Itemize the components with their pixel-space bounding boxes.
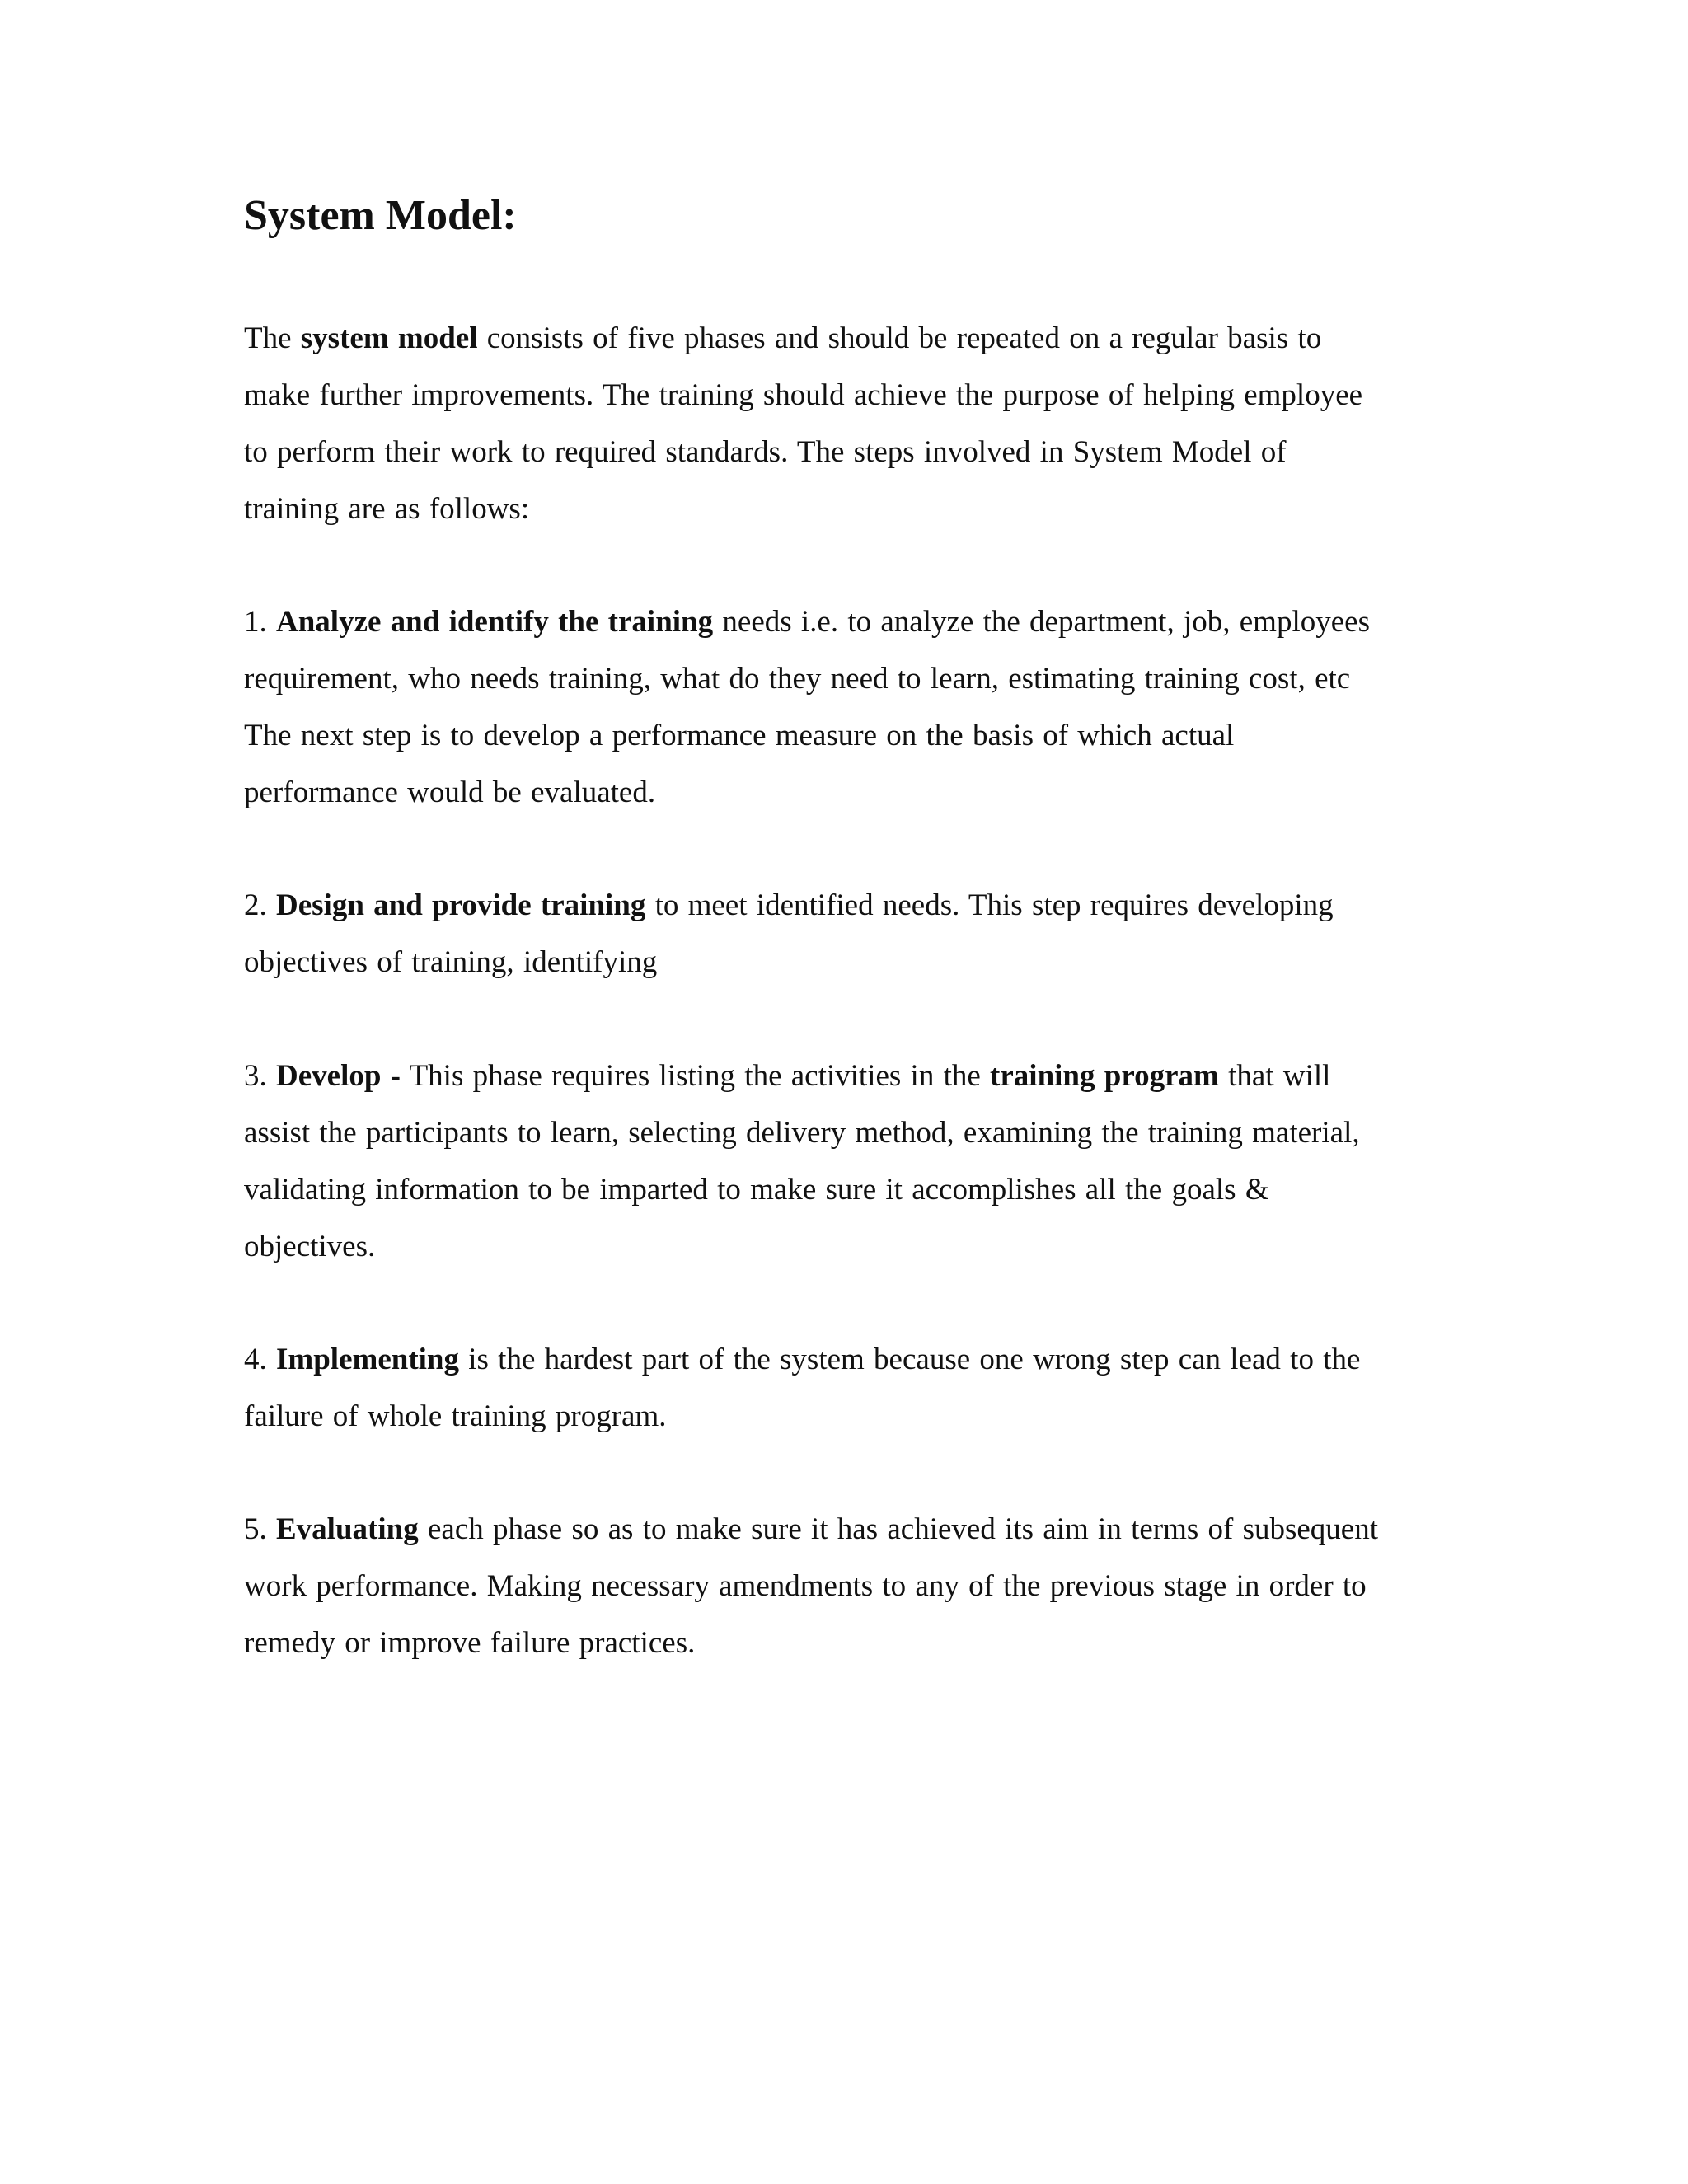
step-1-line-4: performance would be evaluated.	[244, 776, 656, 809]
intro-line-2: make further improvements. The training should achieve the purpose of helping employee	[244, 378, 1363, 412]
step-3-number: 3.	[244, 1059, 276, 1093]
step-2-paragraph	[244, 877, 1334, 991]
step-4-number: 4.	[244, 1343, 276, 1376]
step-3-line-4: objectives.	[244, 1230, 376, 1263]
step-1-line-2: requirement, who needs training, what do they need to learn, estimating training cost, etc	[244, 662, 1351, 696]
step-5-heading: Evaluating	[276, 1512, 419, 1546]
step-3-heading: Develop -	[276, 1059, 401, 1093]
step-3-bold-term: training program	[990, 1059, 1219, 1093]
intro-bold-term: system model	[300, 321, 478, 355]
step-5-line-2: work performance. Making necessary amendments to any of the previous stage in order to	[244, 1569, 1367, 1603]
step-1-line-1	[244, 593, 1370, 650]
step-2-line-2: objectives of training, identifying	[244, 945, 658, 979]
step-5-line-3: remedy or improve failure practices.	[244, 1626, 696, 1660]
step-1-paragraph	[244, 593, 1370, 821]
intro-lead: The	[244, 321, 301, 355]
step-3-line-1	[244, 1047, 1360, 1104]
step-2-line-1-rest: to meet identified needs. This step requires developing	[645, 888, 1334, 922]
step-2-heading: Design and provide training	[276, 888, 646, 922]
step-2-line-1	[244, 877, 1334, 934]
step-1-heading: Analyze and identify the training	[276, 605, 714, 639]
page-title: System Model:	[244, 192, 517, 239]
step-3-line-1-middle: This phase requires listing the activities in the	[401, 1059, 991, 1093]
intro-line-3: to perform their work to required standards. The steps involved in System Model of	[244, 435, 1287, 469]
step-1-line-1-rest: needs i.e. to analyze the department, job, employees	[713, 605, 1370, 639]
step-4-line-2: failure of whole training program.	[244, 1399, 667, 1433]
step-4-heading: Implementing	[276, 1343, 459, 1376]
intro-line-4: training are as follows:	[244, 492, 530, 526]
step-5-line-1-rest: each phase so as to make sure it has achieved its aim in terms of subsequent	[418, 1512, 1379, 1546]
step-4-paragraph	[244, 1331, 1360, 1445]
step-5-line-1	[244, 1501, 1378, 1558]
step-1-line-3: The next step is to develop a performance measure on the basis of which actual	[244, 719, 1235, 752]
step-5-paragraph	[244, 1501, 1378, 1671]
step-3-line-2: assist the participants to learn, selecting delivery method, examining the training material,	[244, 1116, 1360, 1150]
step-3-line-1-rest: that will	[1218, 1059, 1331, 1093]
step-5-number: 5.	[244, 1512, 276, 1546]
step-3-line-3: validating information to be imparted to make sure it accomplishes all the goals &	[244, 1173, 1269, 1207]
step-1-number: 1.	[244, 605, 276, 639]
step-2-number: 2.	[244, 888, 276, 922]
step-4-line-1	[244, 1331, 1360, 1388]
step-3-paragraph	[244, 1047, 1360, 1275]
step-4-line-1-rest: is the hardest part of the system because one wrong step can lead to the	[459, 1343, 1361, 1376]
intro-line-1-rest: consists of five phases and should be repeated on a regular basis to	[477, 321, 1322, 355]
intro-line-1	[244, 310, 1362, 367]
intro-paragraph	[244, 310, 1362, 537]
